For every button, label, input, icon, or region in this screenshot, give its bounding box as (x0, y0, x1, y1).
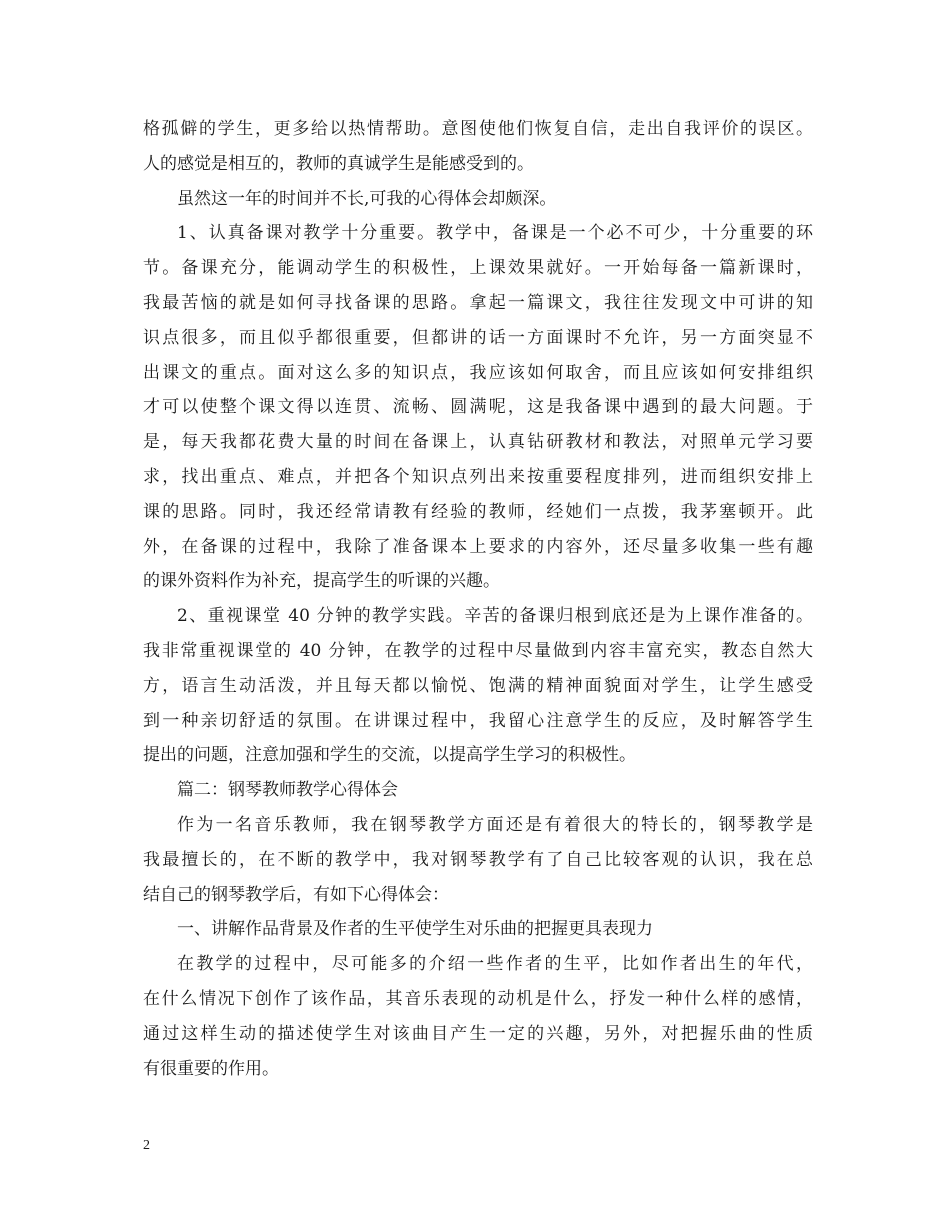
text-line: 求，找出重点、难点，并把各个知识点列出来按重要程度排列，进而组织安排上 (143, 466, 813, 487)
text-line: 节。备课充分，能调动学生的积极性，上课效果就好。一开始每备一篇新课时， (143, 258, 813, 279)
text-line: 有很重要的作用。 (143, 1058, 279, 1079)
text-line: 虽然这一年的时间并不长,可我的心得体会却颇深。 (177, 188, 557, 209)
text-line: 的课外资料作为补充，提高学生的听课的兴趣。 (143, 571, 500, 592)
text-line: 在教学的过程中，尽可能多的介绍一些作者的生平，比如作者出生的年代， (177, 954, 813, 975)
text-line: 方，语言生动活泼，并且每天都以愉悦、饱满的精神面貌面对学生，让学生感受 (143, 675, 813, 696)
text-line: 识点很多，而且似乎都很重要，但都讲的话一方面课时不允许，另一方面突显不 (143, 327, 813, 348)
text-line: 到一种亲切舒适的氛围。在讲课过程中，我留心注意学生的反应，及时解答学生 (143, 710, 813, 731)
text-line: 篇二：钢琴教师教学心得体会 (177, 780, 398, 801)
text-line: 我最苦恼的就是如何寻找备课的思路。拿起一篇课文，我往往发现文中可讲的知 (143, 292, 813, 313)
text-line: 一、讲解作品背景及作者的生平使学生对乐曲的把握更具表现力 (177, 919, 653, 940)
text-line: 1、认真备课对教学十分重要。教学中，备课是一个必不可少，十分重要的环 (177, 223, 813, 244)
text-line: 提出的问题，注意加强和学生的交流，以提高学生学习的积极性。 (143, 745, 636, 766)
text-line: 通过这样生动的描述使学生对该曲目产生一定的兴趣，另外，对把握乐曲的性质 (143, 1023, 813, 1044)
document-body (143, 112, 813, 1086)
text-line: 是，每天我都花费大量的时间在备课上，认真钻研教材和教法，对照单元学习要 (143, 432, 813, 453)
text-line: 出课文的重点。面对这么多的知识点，我应该如何取舍，而且应该如何安排组织 (143, 362, 813, 383)
text-line: 才可以使整个课文得以连贯、流畅、圆满呢，这是我备课中遇到的最大问题。于 (143, 397, 813, 418)
text-line: 我非常重视课堂的 40 分钟，在教学的过程中尽量做到内容丰富充实，教态自然大 (143, 640, 813, 661)
text-line: 2、重视课堂 40 分钟的教学实践。辛苦的备课归根到底还是为上课作准备的。 (177, 606, 813, 627)
text-line: 人的感觉是相互的，教师的真诚学生是能感受到的。 (143, 153, 534, 174)
text-line: 课的思路。同时，我还经常请教有经验的教师，经她们一点拨，我茅塞顿开。此 (143, 501, 813, 522)
text-line: 结自己的钢琴教学后，有如下心得体会： (143, 884, 449, 905)
text-line: 作为一名音乐教师，我在钢琴教学方面还是有着很大的特长的，钢琴教学是 (177, 814, 813, 835)
page-number: 2 (143, 1138, 150, 1153)
text-line: 我最擅长的，在不断的教学中，我对钢琴教学有了自己比较客观的认识，我在总 (143, 849, 813, 870)
text-line: 外，在备课的过程中，我除了准备课本上要求的内容外，还尽量多收集一些有趣 (143, 536, 813, 557)
text-line: 在什么情况下创作了该作品，其音乐表现的动机是什么，抒发一种什么样的感情， (143, 988, 813, 1009)
text-line: 格孤僻的学生，更多给以热情帮助。意图使他们恢复自信，走出自我评价的误区。 (143, 119, 813, 139)
